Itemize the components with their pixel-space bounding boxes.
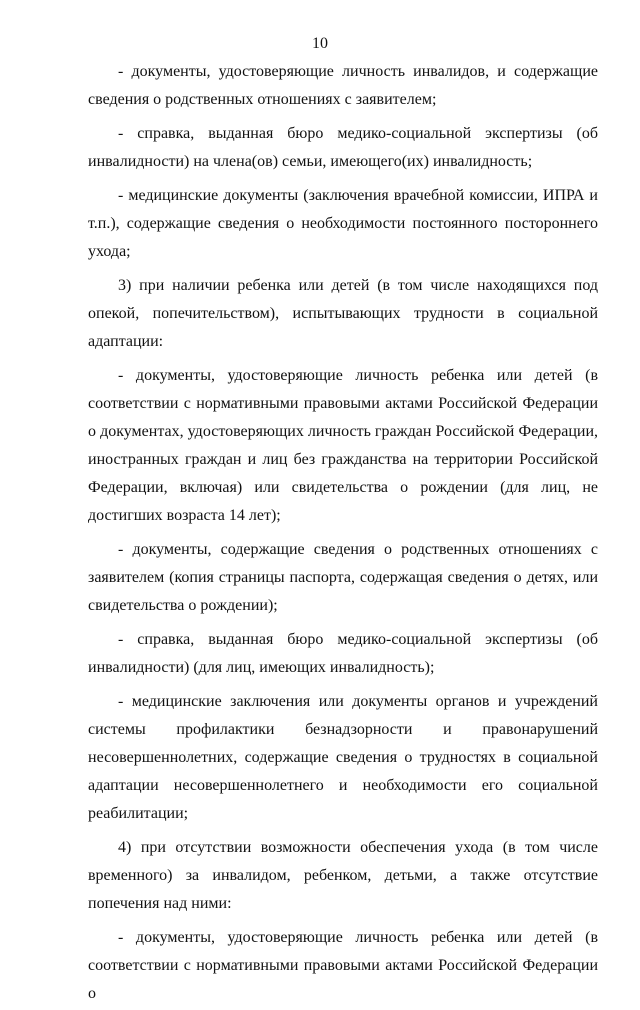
document-body [88,58,598,1010]
paragraph-1: - документы, удостоверяющие личность инвалидов, и содержащие сведения о родственных отношениях с заявителем; [88,63,598,108]
paragraph-4: 3) при наличии ребенка или детей (в том числе находящихся под опекой, попечительством), испытывающих трудности в социальной адаптации: [88,277,598,350]
paragraph-6: - документы, содержащие сведения о родственных отношениях с заявителем (копия страницы паспорта, содержащая сведения о детях, или свидетельства о рождении); [88,541,598,614]
paragraph-9: 4) при отсутствии возможности обеспечения ухода (в том числе временного) за инвалидом, ребенком, детьми, а также отсутствие попечения над ними: [88,839,598,912]
page-number: 10 [312,35,328,52]
paragraph-7: - справка, выданная бюро медико-социальной экспертизы (об инвалидности) (для лиц, имеющих инвалидность); [88,631,598,676]
paragraph-2: - справка, выданная бюро медико-социальной экспертизы (об инвалидности) на члена(ов) семьи, имеющего(их) инвалидность; [88,125,598,170]
paragraph-3: - медицинские документы (заключения врачебной комиссии, ИПРА и т.п.), содержащие сведения о необходимости постоянного постороннего ухода; [88,187,598,260]
paragraph-8: - медицинские заключения или документы органов и учреждений системы профилактики безнадзорности и правонарушений несовершеннолетних, содержащие сведения о трудностях в социальной адаптации несовершеннолетнего и необходимости его социальной реабилитации; [88,693,598,822]
paragraph-10: - документы, удостоверяющие личность ребенка или детей (в соответствии с нормативными правовыми актами Российской Федерации о [88,929,598,1002]
paragraph-5: - документы, удостоверяющие личность ребенка или детей (в соответствии с нормативными правовыми актами Российской Федерации о документах, удостоверяющих личность граждан Российской Федерации, иностранных граждан и лиц без гражданства на территории Российской Федерации, включая) или свидетельства о рождении (для лиц, не достигших возраста 14 лет); [88,367,598,524]
